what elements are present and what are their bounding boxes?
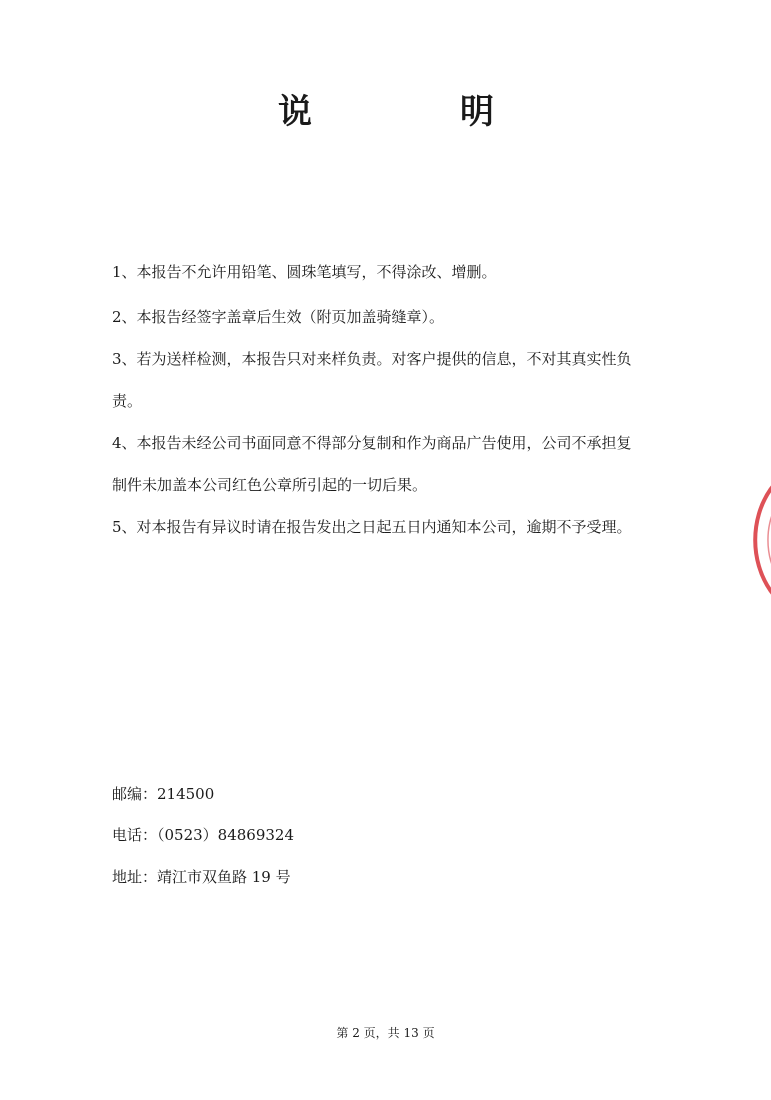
page-title — [0, 84, 771, 134]
seal-stamp-icon — [739, 455, 771, 625]
notice-item-4-cont: 制件未加盖本公司红色公章所引起的一切后果。 — [112, 476, 428, 494]
notice-item-1: 1、本报告不允许用铅笔、圆珠笔填写，不得涂改、增删。 — [112, 263, 497, 281]
notice-item-2: 2、本报告经签字盖章后生效（附页加盖骑缝章）。 — [112, 308, 445, 326]
notice-item-3: 3、若为送样检测，本报告只对来样负责。对客户提供的信息，不对其真实性负 — [112, 350, 632, 368]
title-char-1: 说 — [278, 92, 312, 132]
postcode: 邮编：214500 — [112, 785, 215, 803]
notice-item-4: 4、本报告未经公司书面同意不得部分复制和作为商品广告使用，公司不承担复 — [112, 434, 632, 452]
notice-item-3-cont: 责。 — [112, 392, 143, 410]
notice-item-5: 5、对本报告有异议时请在报告发出之日起五日内通知本公司，逾期不予受理。 — [112, 518, 632, 536]
title-char-2: 明 — [460, 92, 494, 132]
page-number: 第 2 页，共 13 页 — [336, 1026, 435, 1040]
phone: 电话：（0523）84869324 — [112, 826, 295, 844]
address: 地址：靖江市双鱼路 19 号 — [112, 868, 291, 886]
